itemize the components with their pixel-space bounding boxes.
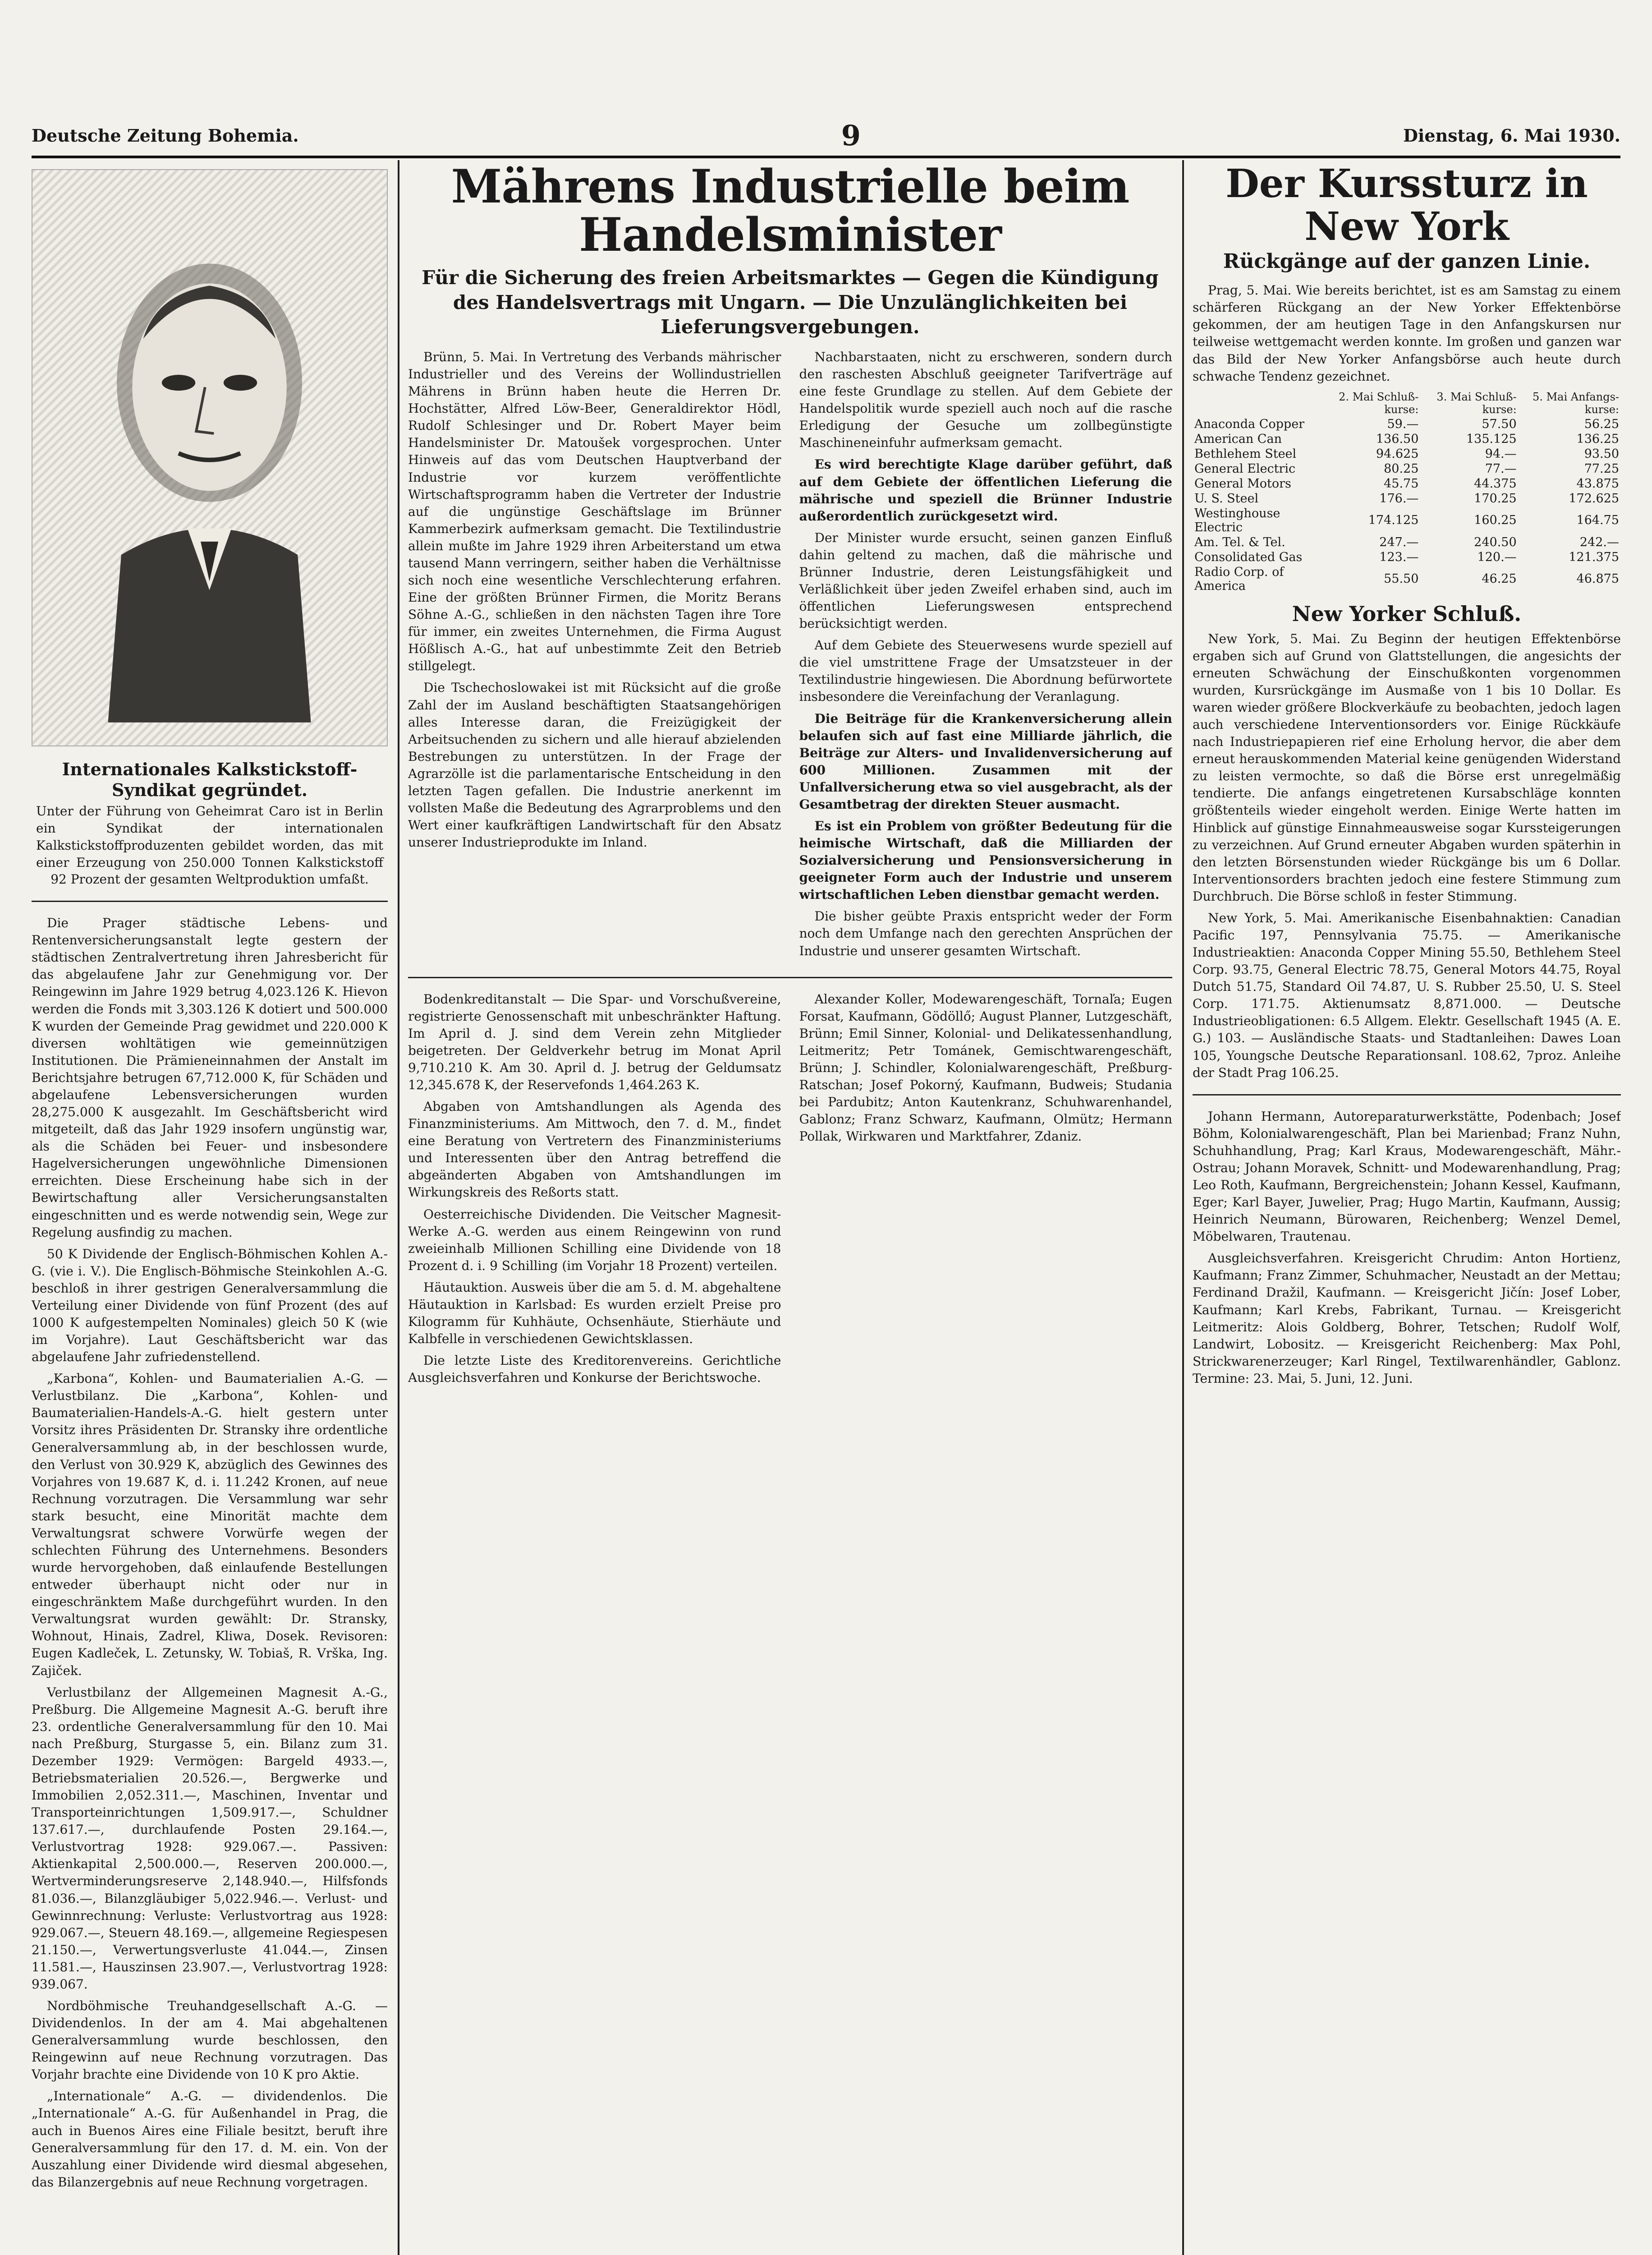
article-paragraph: „Karbona“, Kohlen- und Baumaterialien A.-G. — Verlustbilanz. Die „Karbona“, Kohlen- und Baumaterialien-Handels-A.-G. hielt gestern unter Vorsitz ihres Präsidenten Dr. Stransky ihre ordentliche Generalversammlung ab, in der beschlossen wurde, den Verlust von 30.929 K, abzüglich des Gewinnes des Vorjahres von 19.687 K, d. i. 11.242 Kronen, auf neue Rechnung vorzutragen. Die Versammlung war sehr stark besucht, eine Minorität machte dem Verwaltungsrat schwere Vorwürfe wegen der schlechten Führung des Unternehmens. Besonders wurde hervorgehoben, daß einlaufende Bestellungen entweder überhaupt nicht oder nur in eingeschränktem Maße durchgeführt wurden. In den Verwaltungsrat wurden gewählt: Dr. Stransky, Wohnout, Hinais, Zadrel, Kliwa, Dosek. Revisoren: Eugen Kadleček, L. Zetunsky, W. Tobiaš, R. Vrška, Ing. Zajiček. — [32, 1371, 388, 1678]
table-row — [1193, 550, 1621, 565]
stock-name-cell: General Motors — [1194, 476, 1291, 491]
table-row — [1193, 461, 1621, 476]
stock-price-cell: 94.— — [1485, 446, 1517, 461]
article-paragraph: Verlustbilanz der Allgemeinen Magnesit A.-G., Preßburg. Die Allgemeine Magnesit A.-G. beruft ihre 23. ordentliche Generalversammlung für den 10. Mai nach Preßburg, Sturgasse 5, ein. Bilanz zum 31. Dezember 1929: Vermögen: Bargeld 4933.—, Betriebsmaterialien 20.526.—, Bergwerke und Immobilien 2,052.311.—, Maschinen, Inventar und Transporteinrichtungen 1,509.917.—, Schuldner 137.617.—, durchlaufende Posten 29.164.—, Verlustvortrag 1928: 929.067.—. Passiven: Aktienkapital 2,500.000.—, Reserven 200.000.—, Wertverminderungsreserve 2,148.940.—, Hilfsfonds 81.036.—, Bilanzgläubiger 5,022.946.—. Verlust- und Gewinnrechnung: Verluste: Verlustvortrag aus 1928: 929.067.—, Steuern 48.169.—, allgemeine Regiespesen 21.150.—, Verwertungsverluste 41.044.—, Zinsen 11.581.—, Hauszinsen 23.907.—, Verlustvortrag 1928: 939.067. — [32, 1684, 388, 1992]
stock-price-cell: 55.50 — [1384, 572, 1419, 586]
page-number: 9 — [841, 119, 861, 152]
stock-name-cell: Consolidated Gas — [1194, 550, 1303, 564]
stock-price-cell: 77.25 — [1584, 461, 1619, 476]
stock-price-cell: 135.125 — [1466, 432, 1517, 446]
stock-quotes-table — [1193, 390, 1621, 594]
section-heading: New Yorker Schluß. — [1292, 601, 1522, 626]
market-headline: Der Kurssturz in New York — [1225, 161, 1588, 249]
table-row — [1193, 417, 1621, 432]
article-paragraph: 50 K Dividende der Englisch-Böhmischen Kohlen A.-G. (vie i. V.). Die Englisch-Böhmische Steinkohlen A.-G. beschloß in ihrer gestrigen Generalversammlung die Verteilung einer Dividende von fünf Prozent (des auf 1000 K aufgestempelten Nominales) gleich 50 K (wie im Vorjahre). Laut Geschäftsbericht war das abgelaufene Jahr zufriedenstellend. — [32, 1246, 388, 1365]
portrait-caption-title: Internationales Kalkstickstoff-Syndikat gegründet. — [62, 759, 358, 800]
table-row — [1193, 565, 1621, 594]
stock-price-cell: 240.50 — [1474, 535, 1517, 549]
main-article-body — [408, 349, 1172, 964]
stock-price-cell: 43.875 — [1576, 476, 1619, 491]
article-paragraph: Nordböhmische Treuhandgesellschaft A.-G. — Dividendenlos. In der am 4. Mai abgehaltenen Generalversammlung wurde beschlossen, den Reingewinn auf neue Rechnung vorzutragen. Das Vorjahr brachte eine Dividende von 10 K pro Aktie. — [32, 1998, 388, 2082]
stock-name-cell: Westinghouse Electric — [1194, 506, 1280, 534]
stock-name-cell: American Can — [1194, 432, 1282, 446]
stock-price-cell: 164.75 — [1576, 513, 1619, 528]
article-paragraph-bold: Es wird berechtigte Klage darüber geführt, daß auf dem Gebiete der öffentlichen Lieferung die mährische und speziell die Brünner Industrie außerordentlich zurückgesetzt wird. — [799, 457, 1172, 524]
stock-price-cell: 44.375 — [1474, 476, 1517, 491]
newspaper-name: Deutsche Zeitung Bohemia. — [32, 125, 299, 146]
table-header-cell — [1193, 390, 1322, 417]
article-paragraph: Bodenkreditanstalt — Die Spar- und Vorschußvereine, registrierte Genossenschaft mit unbeschränkter Haftung. Im April d. J. sind dem Verein zehn Mitglieder beigetreten. Der Geldverkehr betrug im Monat April 9,710.210 K. Am 30. April d. J. betrug der Geldumsatz 12,345.678 K, der Reservefonds 1,464.263 K. — [408, 991, 781, 1093]
issue-date: Dienstag, 6. Mai 1930. — [1403, 125, 1620, 146]
stock-price-cell: 170.25 — [1474, 491, 1517, 506]
article-paragraph: New York, 5. Mai. Zu Beginn der heutigen Effektenbörse ergaben sich auf Grund von Glattstellungen, die angesichts der erneuten Schwächung der Einschußkonten vorgenommen wurden, Kursrückgänge im Ausmaße von 1 bis 10 Dollar. Es waren wieder größere Blockverkäufe zu beobachten, jedoch lagen auch verschiedene Interventionsorders vor. Einige Rückkäufe nach Industriepapieren rief eine Erholung hervor, die aber dem erneut herauskommenden Material keine genügenden Widerstand zu leisten vermochte, so daß die Börse erst unregelmäßig tendierte. Die anfangs eingetretenen Kursabschläge konnten größtenteils wieder eingeholt werden. Einige Werte hatten im Hinblick auf günstige Einnahmeausweise sogar Kurssteigerungen zu verzeichnen. Auf Grund erneuter Abgaben wurden späterhin in den letzten Börsenstunden wieder Rückgänge bis um 6 Dollar. Interventionsorders brachten jedoch eine festere Stimmung zum Durchbruch. Die Börse schloß in fester Stimmung. — [1193, 631, 1621, 904]
stock-name-cell: Anaconda Copper — [1194, 417, 1305, 431]
article-paragraph: Die Tschechoslowakei ist mit Rücksicht auf die große Zahl der im Ausland beschäftigten Staatsangehörigen alles Interesse daran, die Freizügigkeit der Arbeitsuchenden zu sichern und alle hierauf abzielenden Bestrebungen zu unterstützen. In der Frage der Agrarzölle ist die parlamentarische Entscheidung in den letzten Tagen gefallen. Die Industrie anerkennt im vollsten Maße die Bedeutung des Agrarproblems und den Wert einer kaufkräftigen Landwirtschaft für den Absatz unserer Industrieprodukte im Inland. — [408, 680, 781, 850]
stock-price-cell: 46.25 — [1482, 572, 1517, 586]
article-paragraph-bold: Die Beiträge für die Krankenversicherung allein belaufen sich auf fast eine Milliarde jährlich, die Beiträge zur Alters- und Invalidenversicherung auf 600 Millionen. Zusammen mit der Unfallversicherung etwa so viel ausgebracht, als der Gesamtbetrag der direkten Steuer ausmacht. — [799, 711, 1172, 812]
article-paragraph: Ausgleichsverfahren. Kreisgericht Chrudim: Anton Hortienz, Kaufmann; Franz Zimmer, Schuhmacher, Neustadt an der Mettau; Ferdinand Dražil, Kaufmann. — Kreisgericht Jičín: Josef Lober, Kaufmann; Karl Krebs, Fabrikant, Turnau. — Kreisgericht Leitmeritz: Alois Goldberg, Bohrer, Tetschen; Rudolf Wolf, Landwirt, Lobositz. — Kreisgericht Reichenberg: Max Pohl, Strickwarenerzeuger; Karl Ringel, Textilwarenhändler, Gablonz. Termine: 23. Mai, 5. Juni, 12. Juni. — [1193, 1251, 1621, 1386]
page-header — [32, 108, 1620, 162]
market-subheadline: Rückgänge auf der ganzen Linie. — [1223, 250, 1591, 273]
stock-price-cell: 160.25 — [1474, 513, 1517, 528]
stock-price-cell: 136.50 — [1376, 432, 1419, 446]
left-column — [32, 160, 388, 2255]
article-paragraph: Nachbarstaaten, nicht zu erschweren, sondern durch den raschesten Abschluß geeigneter Tarifverträge auf eine feste Grundlage zu stellen. Auf dem Gebiete der Handelspolitik wurde speziell auch noch auf die rasche Erledigung der Gesuche um zollbegünstigte Maschineneinfuhr aufmerksam gemacht. — [799, 349, 1172, 451]
table-row — [1193, 491, 1621, 506]
stock-price-cell: 120.— — [1477, 550, 1517, 564]
stock-name-cell: Radio Corp. of America — [1194, 565, 1284, 593]
stock-price-cell: 242.— — [1579, 535, 1619, 549]
stock-price-cell: 80.25 — [1384, 461, 1419, 476]
article-paragraph: „Internationale“ A.-G. — dividendenlos. Die „Internationale“ A.-G. für Außenhandel in Prag, die auch in Buenos Aires eine Filiale besitzt, beruft ihre Generalversammlung für den 17. d. M. ein. Von der Auszahlung einer Dividende wird diesmal abgesehen, das Bilanzergebnis auf neue Rechnung vorgetragen. — [32, 2089, 388, 2190]
section-divider — [32, 901, 388, 902]
stock-price-cell: 123.— — [1379, 550, 1419, 564]
header-rule — [32, 156, 1620, 158]
stock-name-cell: Am. Tel. & Tel. — [1194, 535, 1285, 549]
section-divider — [408, 977, 1172, 978]
stock-price-cell: 46.875 — [1576, 572, 1619, 586]
stock-name-cell: U. S. Steel — [1194, 491, 1259, 506]
table-header-cell: 5. Mai Anfangs-kurse: — [1533, 390, 1619, 416]
column-rule-2 — [1182, 160, 1184, 2255]
stock-name-cell: General Electric — [1194, 461, 1296, 476]
portrait-caption-text: Unter der Führung von Geheimrat Caro ist in Berlin ein Syndikat der internationalen Kalkstickstoffproduzenten gebildet worden, das mit einer Erzeugung von 250.000 Tonnen Kalkstickstoff 92 Prozent der gesamten Weltproduktion umfaßt. — [36, 804, 383, 887]
stock-price-cell: 94.625 — [1376, 446, 1419, 461]
column-rule-1 — [398, 160, 399, 2255]
article-paragraph: Die Prager städtische Lebens- und Rentenversicherungsanstalt legte gestern der städtischen Zentralvertretung ihren Jahresbericht für das abgelaufene Jahr zur Genehmigung vor. Der Reingewinn im Jahre 1929 betrug 4,023.126 K. Hievon werden die Fonds mit 3,303.126 K dotiert und 500.000 K wurden der Gemeinde Prag gewidmet und 220.000 K diversen wohltätigen wie gemeinnützigen Institutionen. Die Prämieneinnahmen der Anstalt im Berichtsjahre betrugen 67,712.000 K, für Schäden und abgelaufene Lebensversicherungen wurden 28,275.000 K ausgezahlt. Im Geschäftsbericht wird mitgeteilt, daß das Jahr 1929 insofern ungünstig war, als die Schäden bei Feuer- und insbesondere Hagelversicherungen ungewöhnliche Dimensionen erreichten. Diese Erscheinung habe sich in der Bewirtschaftung aller Versicherungsanstalten eingeschnitten und es werde notwendig sein, Wege zur Regelung ausfindig zu machen. — [32, 916, 388, 1240]
stock-price-cell: 93.50 — [1584, 446, 1619, 461]
main-headline: Mährens Industrielle beim Handelsminister — [451, 160, 1129, 262]
article-paragraph: Alexander Koller, Modewarengeschäft, Tornaľa; Eugen Forsat, Kaufmann, Gödöllő; August Planner, Lutzgeschäft, Brünn; Emil Sinner, Kolonial- und Delikatessenhandlung, Leitmeritz; Petr Tománek, Gemischtwarengeschäft, Brünn; J. Schindler, Kolonialwarengeschäft, Preßburg-Ratschan; Josef Pokorný, Kaufmann, Budweis; Studania bei Pardubitz; Anton Kautenkranz, Schuhwarenhandel, Gablonz; Franz Schwarz, Kaufmann, Olmütz; Hermann Pollak, Wirkwaren und Marktfahrer, Zdaniz. — [799, 991, 1172, 1144]
portrait-illustration-icon — [46, 193, 372, 723]
article-paragraph: New York, 5. Mai. Amerikanische Eisenbahnaktien: Canadian Pacific 197, Pennsylvania 75.75. — Amerikanische Industrieaktien: Anaconda Copper Mining 55.50, Bethlehem Steel Corp. 93.75, General Electric 78.75, General Motors 44.75, Royal Dutch 51.75, Standard Oil 74.87, U. S. Rubber 25.50, U. S. Steel Corp. 171.75. Aktienumsatz 8,871.000. — Deutsche Industrieobligationen: 6.5 Allgem. Elektr. Gesellschaft 1945 (A. E. G.) 103. — Ausländische Staats- und Stadtanleihen: Dawes Loan 105, Youngsche Deutsche Reparationsanl. 108.62, 7proz. Anleihe der Stadt Prag 106.25. — [1193, 910, 1621, 1080]
main-subheadline: Für die Sicherung des freien Arbeitsmarktes — Gegen die Kündigung des Handelsvertrags mit Ungarn. — Die Unzulänglichkeiten bei Lieferungsvergebungen. — [422, 267, 1159, 338]
table-header-cell: 3. Mai Schluß-kurse: — [1436, 390, 1517, 416]
portrait-engraving — [32, 169, 388, 746]
article-paragraph: Die letzte Liste des Kreditorenvereins. Gerichtliche Ausgleichsverfahren und Konkurse der Berichtswoche. — [408, 1353, 781, 1385]
article-paragraph: Die bisher geübte Praxis entspricht weder der Form noch dem Umfange nach den gerechten Ansprüchen der Industrie und unserer gesamten Wirtschaft. — [799, 909, 1172, 958]
stock-price-cell: 56.25 — [1584, 417, 1619, 431]
table-row — [1193, 535, 1621, 550]
article-paragraph: Der Minister wurde ersucht, seinen ganzen Einfluß dahin geltend zu machen, daß die mährische und Brünner Industrie, deren Leistungsfähigkeit und Verläßlichkeit über jeden Zweifel erhaben sind, auch im öffentlichen Lieferungswesen entsprechend berücksichtigt werden. — [799, 530, 1172, 631]
stock-name-cell: Bethlehem Steel — [1194, 446, 1297, 461]
article-paragraph-bold: Es ist ein Problem von größter Bedeutung für die heimische Wirtschaft, daß die Milliarden der Sozialversicherung und Pensionsversicherung in geeigneter Form auch der Industrie und unserem wirtschaftlichen Leben dienstbar gemacht werden. — [799, 819, 1172, 902]
article-paragraph: Häutauktion. Ausweis über die am 5. d. M. abgehaltene Häutauktion in Karlsbad: Es wurden erzielt Preise pro Kilogramm für Kuhhäute, Ochsenhäute, Stierhäute und Kalbfelle in verschiedenen Gewichtsklassen. — [408, 1279, 781, 1347]
section-divider — [1193, 1094, 1621, 1095]
article-paragraph: Brünn, 5. Mai. In Vertretung des Verbands mährischer Industrieller und des Vereins der Wollindustriellen Mährens in Brünn haben heute die Herren Dr. Hochstätter, Alfred Löw-Beer, Generaldirektor Hödl, Rudolf Schlesinger und Dr. Robert Mayer beim Handelsminister Dr. Matoušek vorgesprochen. Unter Hinweis auf das vom Deutschen Hauptverband der Industrie vor kurzem veröffentlichte Wirtschaftsprogramm haben die Vertreter der Industrie auf die ungünstige Geschäftslage im Brünner Kammerbezirk aufmerksam gemacht. Die Textilindustrie allein mußte im Jahre 1929 ihren Arbeiterstand um etwa tausend Mann verringern, seither haben die Verhältnisse sich noch eine wesentliche Verschlechterung erfahren. Eine der größten Brünner Firmen, die Moritz Berans Söhne A.-G., schließen in den nächsten Tagen ihre Tore für immer, ein zweites Unternehmen, die Firma August Hößlisch A.-G., hat auf unbestimmte Zeit den Betrieb stillgelegt. — [408, 349, 781, 674]
table-row — [1193, 506, 1621, 535]
article-paragraph: Oesterreichische Dividenden. Die Veitscher Magnesit-Werke A.-G. werden aus einem Reingewinn von rund zweieinhalb Millionen Schilling eine Dividende von 18 Prozent d. i. 9 Schilling (im Vorjahr 18 Prozent) verteilen. — [408, 1206, 781, 1273]
stock-price-cell: 174.125 — [1368, 513, 1419, 528]
stock-price-cell: 247.— — [1379, 535, 1419, 549]
lower-news-section — [408, 991, 1172, 1391]
right-column — [1193, 160, 1621, 2255]
stock-price-cell: 176.— — [1379, 491, 1419, 506]
stock-price-cell: 172.625 — [1569, 491, 1619, 506]
table-row — [1193, 476, 1621, 491]
center-column — [408, 160, 1172, 2255]
table-header-cell: 2. Mai Schluß-kurse: — [1339, 390, 1419, 416]
article-paragraph: Prag, 5. Mai. Wie bereits berichtet, ist es am Samstag zu einem schärferen Rückgang an der New Yorker Effektenbörse gekommen, der am heutigen Tage in den Anfangskursen nur teilweise wettgemacht werden konnte. Im großen und ganzen war das Bild der New Yorker Anfangsbörse auch heute durch schwache Tendenz gezeichnet. — [1193, 283, 1621, 384]
stock-price-cell: 136.25 — [1576, 432, 1619, 446]
table-header-row — [1193, 390, 1621, 417]
article-paragraph: Auf dem Gebiete des Steuerwesens wurde speziell auf die viel umstrittene Frage der Umsatzsteuer in der Textilindustrie hingewiesen. Die Abordnung befürwortete insbesondere die Vereinfachung der Veranlagung. — [799, 638, 1172, 704]
stock-price-cell: 77.— — [1485, 461, 1517, 476]
article-paragraph: Johann Hermann, Autoreparaturwerkstätte, Podenbach; Josef Böhm, Kolonialwarengeschäft, Plan bei Marienbad; Franz Nuhn, Schuhhandlung, Prag; Karl Kraus, Modewarengeschäft, Mähr.-Ostrau; Johann Moravek, Schnitt- und Modewarenhandlung, Prag; Leo Roth, Kaufmann, Bergreichenstein; Johann Kessel, Kaufmann, Eger; Karl Bayer, Juwelier, Prag; Hugo Martin, Kaufmann, Aussig; Heinrich Neumann, Bürowaren, Reichenberg; Wenzel Demel, Möbelwaren, Trautenau. — [1193, 1109, 1621, 1244]
table-row — [1193, 446, 1621, 461]
stock-price-cell: 59.— — [1387, 417, 1419, 431]
table-row — [1193, 432, 1621, 446]
stock-price-cell: 57.50 — [1482, 417, 1517, 431]
article-paragraph: Abgaben von Amtshandlungen als Agenda des Finanzministeriums. Am Mittwoch, den 7. d. M., findet eine Beratung von Vertretern des Finanzministeriums und Interessenten über den Antrag betreffend die abgeänderten Abgaben von Amtshandlungen im Wirkungskreis des Reßorts statt. — [408, 1099, 781, 1200]
stock-price-cell: 45.75 — [1384, 476, 1419, 491]
stock-price-cell: 121.375 — [1569, 550, 1619, 564]
